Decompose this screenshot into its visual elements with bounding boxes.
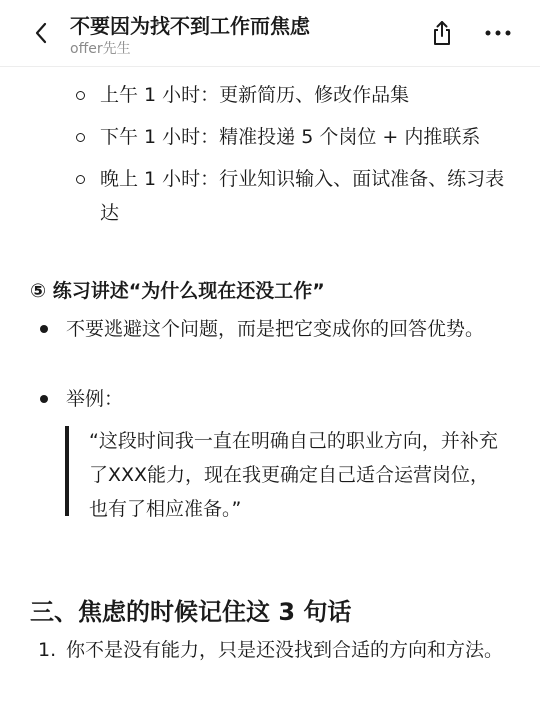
top-navigation-bar	[0, 0, 540, 67]
section-heading: ⑤ 练习讲述“为什么现在还没工作”	[30, 280, 325, 302]
list-item: 上午 1 小时：更新简历、修改作品集	[100, 84, 410, 106]
author-name[interactable]: offer先生	[70, 41, 131, 57]
article-body	[0, 66, 540, 720]
quote-text: “这段时间我一直在明确自己的职业方向，并补充了XXX能力，现在我更确定自己适合运营岗位，也有了相应准备。”	[89, 430, 498, 520]
chevron-left-icon	[34, 22, 48, 44]
list-number: 1.	[38, 639, 57, 661]
bullet-icon	[40, 395, 48, 403]
more-button[interactable]	[482, 20, 514, 46]
back-button[interactable]	[26, 18, 56, 48]
article-title: 不要因为找不到工作而焦虑	[70, 14, 310, 38]
more-horizontal-icon	[485, 30, 511, 36]
list-item: 晚上 1 小时：行业知识输入、面试准备、练习表达	[100, 168, 505, 224]
share-icon	[430, 20, 454, 46]
share-button[interactable]	[426, 17, 458, 49]
hollow-bullet-icon	[76, 133, 85, 142]
hollow-bullet-icon	[76, 175, 85, 184]
hollow-bullet-icon	[76, 91, 85, 100]
list-item: 不要逃避这个问题，而是把它变成你的回答优势。	[66, 318, 485, 340]
bullet-icon	[40, 325, 48, 333]
list-item: 举例：	[66, 388, 124, 410]
list-item: 下午 1 小时：精准投递 5 个岗位 + 内推联系	[100, 126, 481, 148]
section-title: 三、焦虑的时候记住这 3 句话	[30, 598, 352, 626]
quote-bar	[65, 426, 69, 516]
list-item: 你不是没有能力，只是还没找到合适的方向和方法。	[66, 639, 504, 661]
